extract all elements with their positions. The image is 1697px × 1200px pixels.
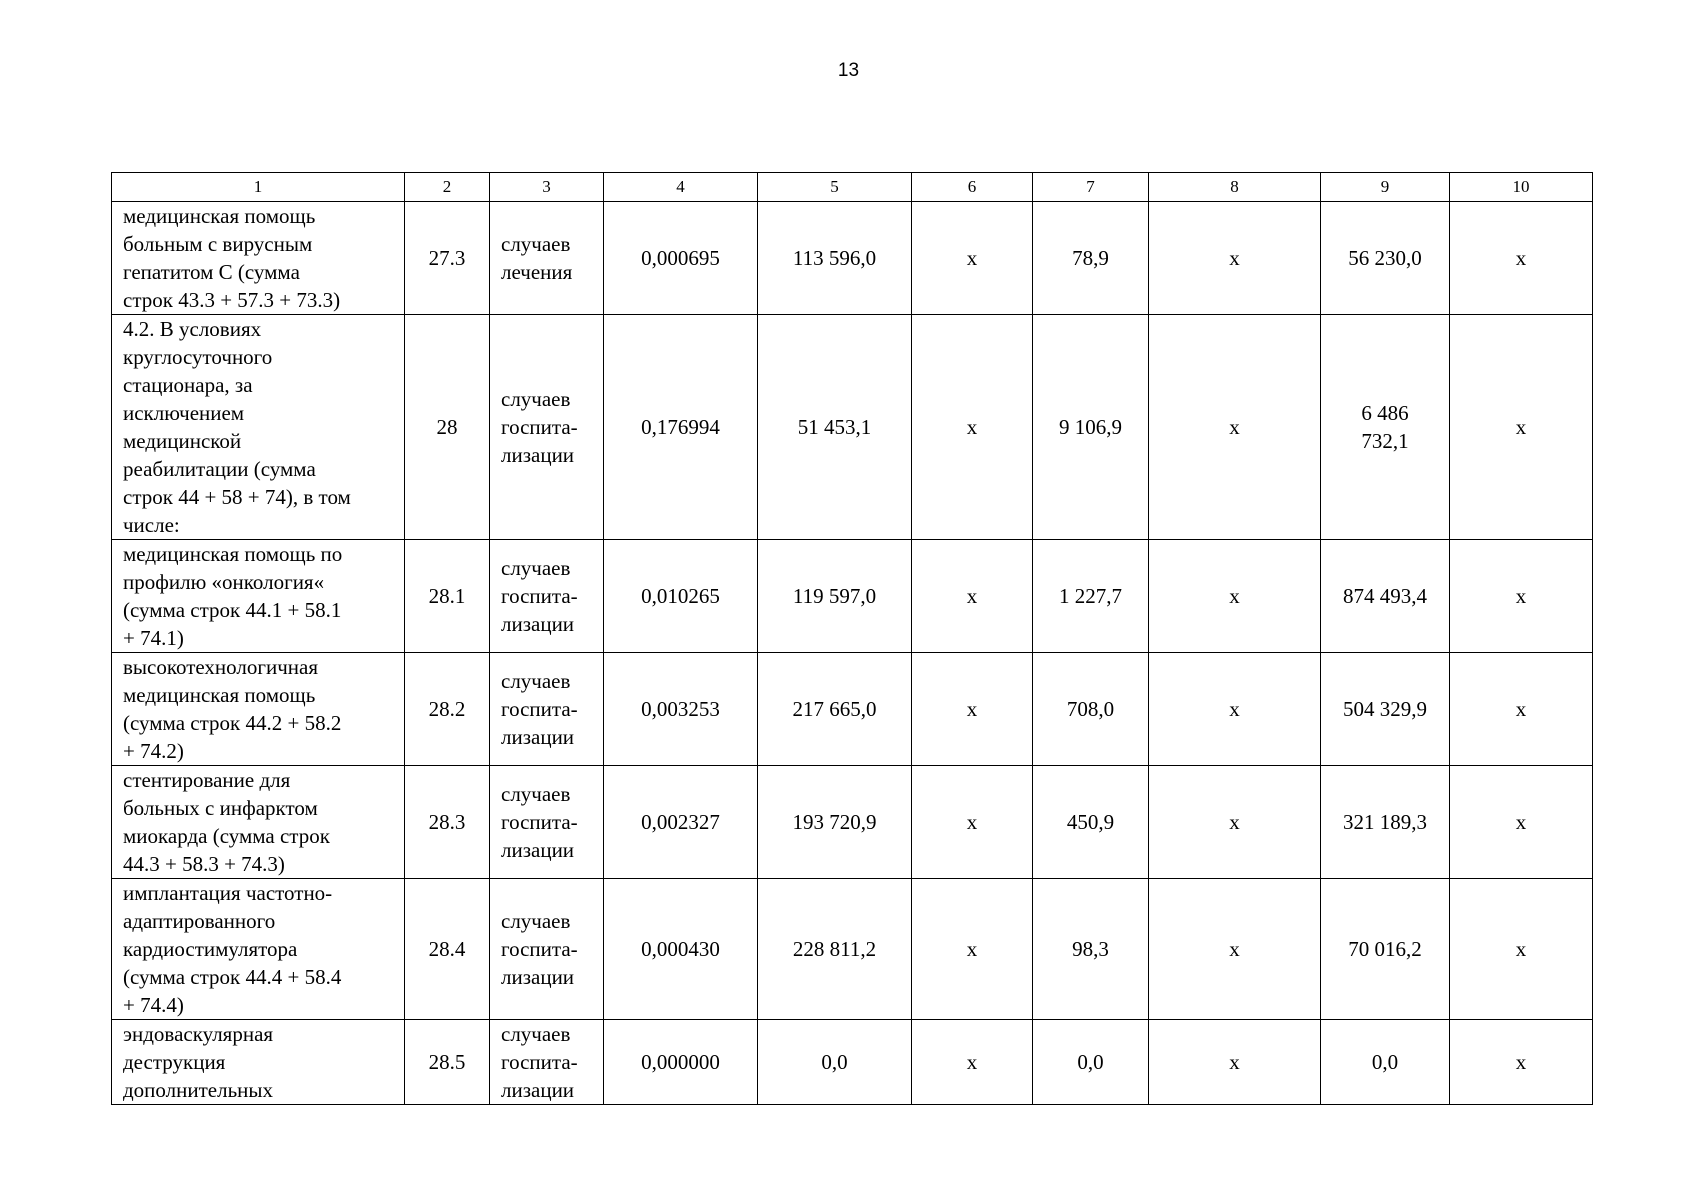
header-cell: 3 xyxy=(490,173,604,202)
row-unit-cell-line: лизации xyxy=(501,612,575,636)
row-name-cell-line: имплантация частотно- xyxy=(123,881,333,905)
table-row xyxy=(112,653,1593,766)
header-cell: 2 xyxy=(405,173,490,202)
row-col7-cell: 1 227,7 xyxy=(1033,540,1149,653)
row-col9-cell xyxy=(1321,540,1450,653)
row-col10-cell: х xyxy=(1450,202,1593,315)
row-col8-cell: х xyxy=(1149,653,1321,766)
row-name-cell-line: стентирование для xyxy=(123,768,291,792)
row-col6-cell: х xyxy=(912,315,1033,540)
row-name-cell-line: (сумма строк 44.4 + 58.4 xyxy=(123,965,342,989)
row-unit-cell-line: случаев xyxy=(501,1022,571,1046)
row-name-cell-line: кардиостимулятора xyxy=(123,937,298,961)
row-norm-cell: 0,002327 xyxy=(604,766,758,879)
row-unit-cell-line: госпита- xyxy=(501,810,578,834)
header-cell: 1 xyxy=(112,173,405,202)
row-code-cell: 28.1 xyxy=(405,540,490,653)
row-col7-cell: 78,9 xyxy=(1033,202,1149,315)
row-unit-cell-line: госпита- xyxy=(501,697,578,721)
row-unit-cell-line: лизации xyxy=(501,1078,575,1102)
row-name-cell-line: больных с инфарктом xyxy=(123,796,318,820)
row-col9-cell xyxy=(1321,653,1450,766)
row-col10-cell: х xyxy=(1450,653,1593,766)
row-unit-cell-line: госпита- xyxy=(501,937,578,961)
row-cost-cell: 51 453,1 xyxy=(758,315,912,540)
row-name-cell-line: строк 43.3 + 57.3 + 73.3) xyxy=(123,288,341,312)
header-cell: 4 xyxy=(604,173,758,202)
row-col8-cell: х xyxy=(1149,1020,1321,1105)
row-cost-cell: 228 811,2 xyxy=(758,879,912,1020)
row-cost-cell: 119 597,0 xyxy=(758,540,912,653)
row-col7-cell: 0,0 xyxy=(1033,1020,1149,1105)
row-name-cell-line: дополнительных xyxy=(123,1078,274,1102)
row-col10-cell: х xyxy=(1450,766,1593,879)
row-unit-cell-line: лизации xyxy=(501,725,575,749)
row-name-cell-line: + 74.2) xyxy=(123,739,184,763)
table-row xyxy=(112,879,1593,1020)
row-name-cell-line: медицинская помощь xyxy=(123,204,316,228)
row-name-cell-line: + 74.1) xyxy=(123,626,184,650)
row-col10-cell: х xyxy=(1450,1020,1593,1105)
row-col9-cell-line: 504 329,9 xyxy=(1343,697,1427,721)
row-col6-cell: х xyxy=(912,202,1033,315)
row-name-cell xyxy=(112,1020,405,1105)
row-name-cell-line: 4.2. В условиях xyxy=(123,317,262,341)
row-name-cell-line: 44.3 + 58.3 + 74.3) xyxy=(123,852,285,876)
row-unit-cell-line: случаев xyxy=(501,669,571,693)
row-unit-cell xyxy=(490,315,604,540)
header-cell: 8 xyxy=(1149,173,1321,202)
header-cell: 7 xyxy=(1033,173,1149,202)
row-col10-cell: х xyxy=(1450,315,1593,540)
row-col8-cell: х xyxy=(1149,766,1321,879)
row-col9-cell-line: 56 230,0 xyxy=(1348,246,1422,270)
row-unit-cell-line: случаев xyxy=(501,909,571,933)
row-name-cell xyxy=(112,766,405,879)
row-name-cell-line: миокарда (сумма строк xyxy=(123,824,330,848)
row-name-cell-line: адаптированного xyxy=(123,909,276,933)
row-unit-cell xyxy=(490,540,604,653)
row-name-cell xyxy=(112,540,405,653)
page-number: 13 xyxy=(837,60,860,81)
table-body xyxy=(112,202,1593,1105)
row-col6-cell: х xyxy=(912,766,1033,879)
row-unit-cell-line: госпита- xyxy=(501,584,578,608)
row-name-cell-line: профилю «онкология« xyxy=(123,570,325,594)
row-name-cell-line: медицинской xyxy=(123,429,242,453)
row-col9-cell-line: 0,0 xyxy=(1371,1050,1399,1074)
row-col7-cell: 708,0 xyxy=(1033,653,1149,766)
row-code-cell: 27.3 xyxy=(405,202,490,315)
row-name-cell xyxy=(112,315,405,540)
row-unit-cell-line: случаев xyxy=(501,556,571,580)
row-name-cell xyxy=(112,879,405,1020)
row-col9-cell xyxy=(1321,315,1450,540)
table-row xyxy=(112,202,1593,315)
table-row xyxy=(112,1020,1593,1105)
row-name-cell-line: больным с вирусным xyxy=(123,232,313,256)
table-row xyxy=(112,766,1593,879)
row-unit-cell xyxy=(490,1020,604,1105)
row-code-cell: 28.2 xyxy=(405,653,490,766)
row-code-cell: 28.4 xyxy=(405,879,490,1020)
row-col7-cell: 450,9 xyxy=(1033,766,1149,879)
row-col9-cell xyxy=(1321,766,1450,879)
row-code-cell: 28.5 xyxy=(405,1020,490,1105)
row-name-cell-line: деструкция xyxy=(123,1050,226,1074)
row-name-cell-line: высокотехнологичная xyxy=(123,655,318,679)
row-unit-cell xyxy=(490,202,604,315)
row-col9-cell-line: 70 016,2 xyxy=(1348,937,1422,961)
row-name-cell-line: медицинская помощь по xyxy=(123,542,343,566)
row-col9-cell-line: 6 486 xyxy=(1361,401,1409,425)
row-col9-cell xyxy=(1321,879,1450,1020)
row-name-cell xyxy=(112,653,405,766)
row-cost-cell: 0,0 xyxy=(758,1020,912,1105)
row-unit-cell xyxy=(490,766,604,879)
row-unit-cell xyxy=(490,653,604,766)
row-unit-cell-line: госпита- xyxy=(501,1050,578,1074)
row-name-cell-line: строк 44 + 58 + 74), в том xyxy=(123,485,351,509)
header-row xyxy=(112,173,1593,202)
row-unit-cell-line: лизации xyxy=(501,838,575,862)
row-unit-cell-line: лизации xyxy=(501,443,575,467)
row-norm-cell: 0,176994 xyxy=(604,315,758,540)
row-col10-cell: х xyxy=(1450,879,1593,1020)
row-col6-cell: х xyxy=(912,653,1033,766)
row-col6-cell: х xyxy=(912,1020,1033,1105)
row-name-cell-line: круглосуточного xyxy=(123,345,273,369)
row-norm-cell: 0,003253 xyxy=(604,653,758,766)
row-code-cell: 28 xyxy=(405,315,490,540)
table-row xyxy=(112,540,1593,653)
row-unit-cell-line: случаев xyxy=(501,232,571,256)
header-cell: 5 xyxy=(758,173,912,202)
header-cell: 10 xyxy=(1450,173,1593,202)
row-norm-cell: 0,000430 xyxy=(604,879,758,1020)
row-name-cell-line: (сумма строк 44.2 + 58.2 xyxy=(123,711,342,735)
row-name-cell-line: гепатитом С (сумма xyxy=(123,260,300,284)
row-name-cell-line: исключением xyxy=(123,401,245,425)
row-norm-cell: 0,000000 xyxy=(604,1020,758,1105)
row-col7-cell: 9 106,9 xyxy=(1033,315,1149,540)
row-col10-cell: х xyxy=(1450,540,1593,653)
row-col9-cell-line: 321 189,3 xyxy=(1343,810,1427,834)
row-norm-cell: 0,000695 xyxy=(604,202,758,315)
row-norm-cell: 0,010265 xyxy=(604,540,758,653)
header-cell: 6 xyxy=(912,173,1033,202)
row-name-cell-line: числе: xyxy=(123,513,180,537)
row-col8-cell: х xyxy=(1149,315,1321,540)
row-name-cell-line: (сумма строк 44.1 + 58.1 xyxy=(123,598,342,622)
row-col9-cell xyxy=(1321,202,1450,315)
row-unit-cell-line: госпита- xyxy=(501,415,578,439)
row-code-cell: 28.3 xyxy=(405,766,490,879)
row-col9-cell xyxy=(1321,1020,1450,1105)
row-col6-cell: х xyxy=(912,879,1033,1020)
row-col8-cell: х xyxy=(1149,879,1321,1020)
row-name-cell-line: реабилитации (сумма xyxy=(123,457,316,481)
row-unit-cell-line: лизации xyxy=(501,965,575,989)
row-col9-cell-line: 874 493,4 xyxy=(1343,584,1427,608)
row-name-cell-line: + 74.4) xyxy=(123,993,184,1017)
row-name-cell xyxy=(112,202,405,315)
data-table xyxy=(111,172,1593,1105)
row-col9-cell-line: 732,1 xyxy=(1361,429,1409,453)
row-col8-cell: х xyxy=(1149,540,1321,653)
table-row xyxy=(112,315,1593,540)
row-cost-cell: 193 720,9 xyxy=(758,766,912,879)
row-name-cell-line: стационара, за xyxy=(123,373,253,397)
row-name-cell-line: эндоваскулярная xyxy=(123,1022,274,1046)
row-col8-cell: х xyxy=(1149,202,1321,315)
row-name-cell-line: медицинская помощь xyxy=(123,683,316,707)
row-col6-cell: х xyxy=(912,540,1033,653)
row-cost-cell: 217 665,0 xyxy=(758,653,912,766)
row-cost-cell: 113 596,0 xyxy=(758,202,912,315)
row-unit-cell-line: случаев xyxy=(501,782,571,806)
row-unit-cell-line: случаев xyxy=(501,387,571,411)
row-col7-cell: 98,3 xyxy=(1033,879,1149,1020)
row-unit-cell xyxy=(490,879,604,1020)
row-unit-cell-line: лечения xyxy=(501,260,573,284)
header-cell: 9 xyxy=(1321,173,1450,202)
